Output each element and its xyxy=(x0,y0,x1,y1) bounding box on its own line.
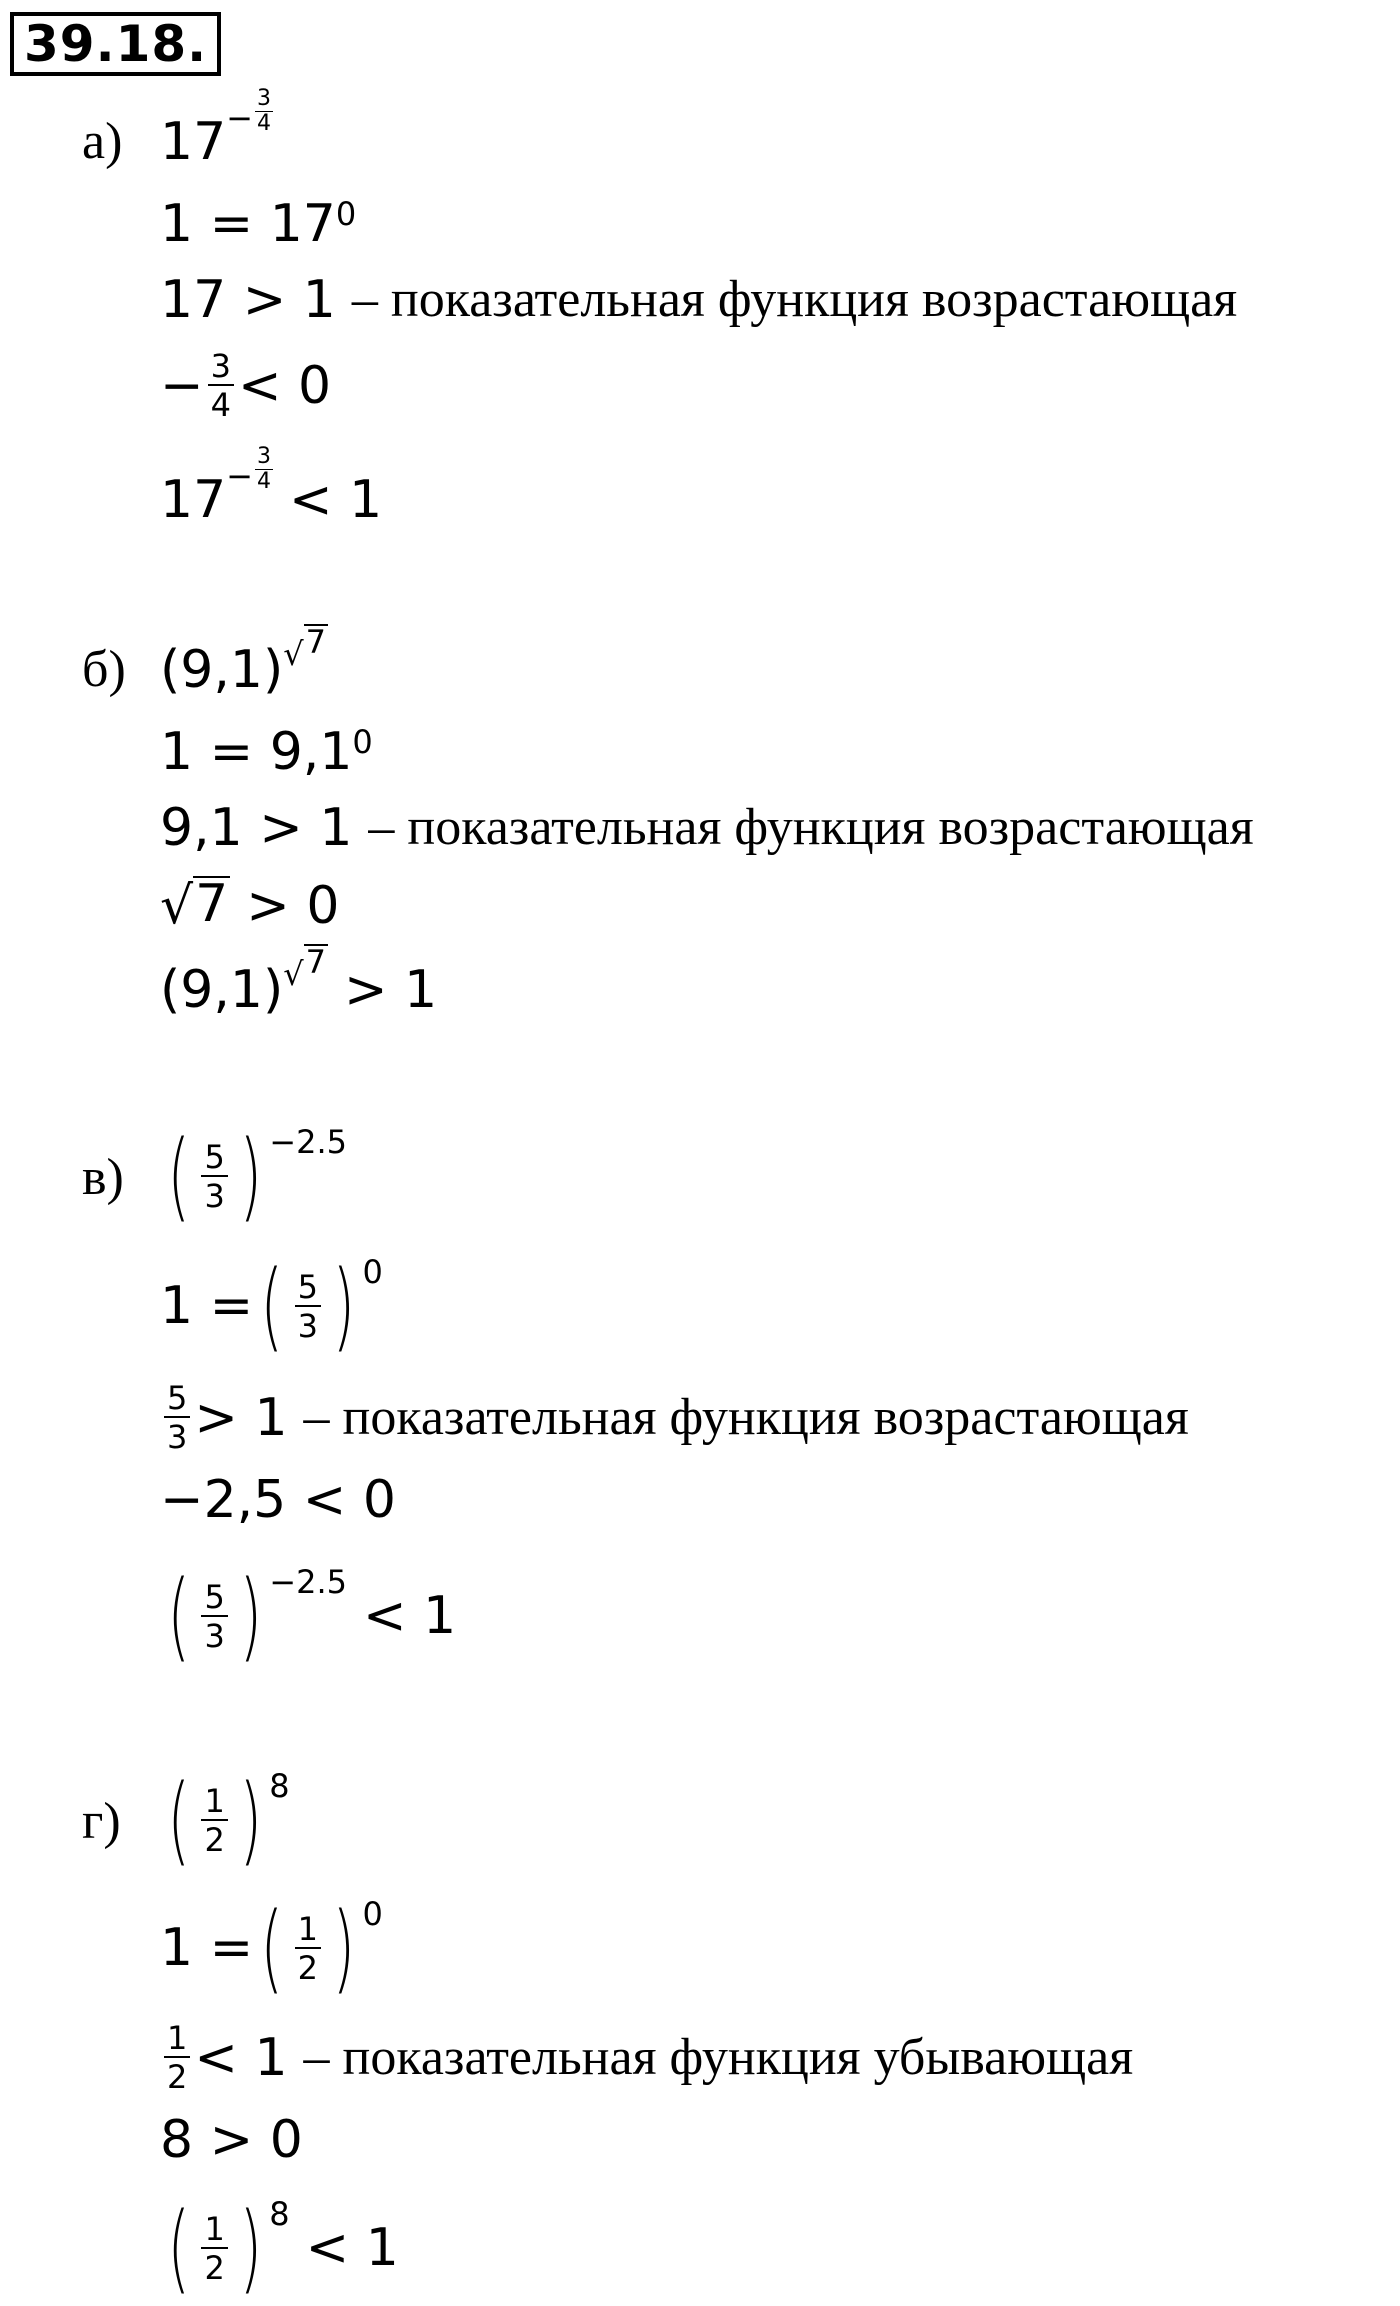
den: 3 xyxy=(204,1176,225,1215)
fraction xyxy=(295,1909,321,1987)
part-g-line2: 1 = ( $\frac{1}{2}$ ) $^0$ xyxy=(160,1900,383,1996)
line4: −2,5 < 0 xyxy=(160,1470,396,1530)
line5-rest: < 1 xyxy=(305,2218,399,2278)
problem-number: 39.18. xyxy=(10,12,221,76)
part-b-line5 xyxy=(160,943,438,1020)
line3-text: – показательная функция возрастающая xyxy=(303,1388,1189,1446)
fraction xyxy=(164,1379,190,1456)
fraction xyxy=(201,1577,227,1655)
exponent: 8 xyxy=(269,1767,290,1805)
num: 5 xyxy=(201,1141,227,1177)
radicand: 7 xyxy=(305,623,327,661)
num: 1 xyxy=(201,2213,227,2249)
part-v-expression: ( $\frac{5}{3}$ ) $^{-2.5}$ xyxy=(160,1128,347,1224)
part-a-line3 xyxy=(160,270,1237,330)
line4-num: 3 xyxy=(208,350,234,386)
line4-rest: < 0 xyxy=(237,355,332,416)
sqrt-exponent: √ 7 xyxy=(283,943,327,993)
fraction xyxy=(295,1267,321,1345)
num: 5 xyxy=(295,1271,321,1307)
sqrt: √ 7 xyxy=(160,874,229,936)
line4-den: 4 xyxy=(210,386,231,424)
num: 5 xyxy=(164,1382,190,1418)
line3-rest: > 1 xyxy=(194,1387,288,1448)
line2-sup: 0 xyxy=(362,1253,383,1291)
line3-text: – показательная функция возрастающая xyxy=(351,271,1238,328)
num: 1 xyxy=(201,1785,227,1821)
line4-fraction xyxy=(208,347,234,424)
line5-rest: > 1 xyxy=(344,960,438,1020)
num: 1 xyxy=(164,2022,190,2058)
line2-sup: 0 xyxy=(335,195,357,233)
exp-sign: − xyxy=(226,457,253,495)
part-a-line5 xyxy=(160,444,383,530)
line2-sup: 0 xyxy=(362,1895,383,1933)
line5-rest: < 1 xyxy=(362,1586,457,1646)
exp-den: 4 xyxy=(256,111,271,136)
den: 2 xyxy=(204,1820,225,1859)
exp-fraction xyxy=(255,446,273,493)
den: 2 xyxy=(167,2058,188,2096)
part-b-line3 xyxy=(160,798,1254,858)
line3-math: 9,1 > 1 xyxy=(160,798,353,858)
part-b-line2 xyxy=(160,722,373,782)
part-v-line5: ( $\frac{5}{3}$ ) $^{-2.5}$ < 1 xyxy=(160,1568,456,1664)
num: 1 xyxy=(295,1913,321,1949)
fraction xyxy=(201,1781,227,1859)
part-g-expression: ( $\frac{1}{2}$ ) $^8$ xyxy=(160,1772,290,1868)
base: 17 xyxy=(160,112,227,172)
den: 3 xyxy=(167,1418,188,1456)
part-a-line2 xyxy=(160,194,356,254)
line3-rest: < 1 xyxy=(194,2027,288,2088)
part-g-line3 xyxy=(160,2019,1134,2096)
part-b-line4 xyxy=(160,876,339,936)
radicand: 7 xyxy=(195,874,229,934)
base: (9,1) xyxy=(160,640,284,700)
den: 2 xyxy=(297,1948,318,1987)
part-letter: б) xyxy=(82,641,126,698)
line2-left: 1 = xyxy=(160,1918,254,1978)
num: 5 xyxy=(201,1581,227,1617)
part-v-line3 xyxy=(160,1379,1189,1456)
den: 3 xyxy=(204,1616,225,1655)
line4-rest: > 0 xyxy=(246,876,340,936)
part-g-line4 xyxy=(160,2110,303,2170)
exp-num: 3 xyxy=(256,86,271,111)
line2-left: 1 = 17 xyxy=(160,194,336,254)
fraction xyxy=(164,2019,190,2096)
exponent xyxy=(226,88,273,148)
line3-text: – показательная функция возрастающая xyxy=(368,799,1254,856)
part-a-line4 xyxy=(160,347,332,424)
base: (9,1) xyxy=(160,960,284,1020)
exponent: 8 xyxy=(269,2195,290,2233)
radicand: 7 xyxy=(305,943,327,981)
line3-text: – показательная функция убывающая xyxy=(303,2028,1134,2086)
line5-rest: < 1 xyxy=(288,470,383,530)
line4-sign: − xyxy=(160,355,204,416)
line2-sup: 0 xyxy=(352,723,373,761)
part-letter: в) xyxy=(82,1149,124,1206)
part-v-line2: 1 = ( $\frac{5}{3}$ ) $^0$ xyxy=(160,1258,383,1354)
line3-math: 17 > 1 xyxy=(160,270,336,330)
line2-left: 1 = 9,1 xyxy=(160,722,353,782)
base: 17 xyxy=(160,470,227,530)
part-a-expression xyxy=(160,86,273,172)
exp-den: 4 xyxy=(256,469,271,494)
exponent: −2.5 xyxy=(269,1123,347,1161)
exponent xyxy=(226,446,273,506)
line4: 8 > 0 xyxy=(160,2110,303,2170)
exp-sign: − xyxy=(226,99,253,137)
exp-num: 3 xyxy=(256,444,271,469)
fraction xyxy=(201,1137,227,1215)
line2-left: 1 = xyxy=(160,1276,254,1336)
exp-fraction xyxy=(255,88,273,135)
part-b-expression xyxy=(160,623,328,700)
sqrt-exponent: √ 7 xyxy=(283,623,327,673)
part-letter: г) xyxy=(82,1793,121,1850)
part-letter: а) xyxy=(82,113,123,170)
den: 2 xyxy=(204,2248,225,2287)
den: 3 xyxy=(297,1306,318,1345)
part-g-line5: ( $\frac{1}{2}$ ) $^8$ < 1 xyxy=(160,2200,399,2296)
fraction xyxy=(201,2209,227,2287)
part-v-line4 xyxy=(160,1470,396,1530)
exponent: −2.5 xyxy=(269,1563,347,1601)
